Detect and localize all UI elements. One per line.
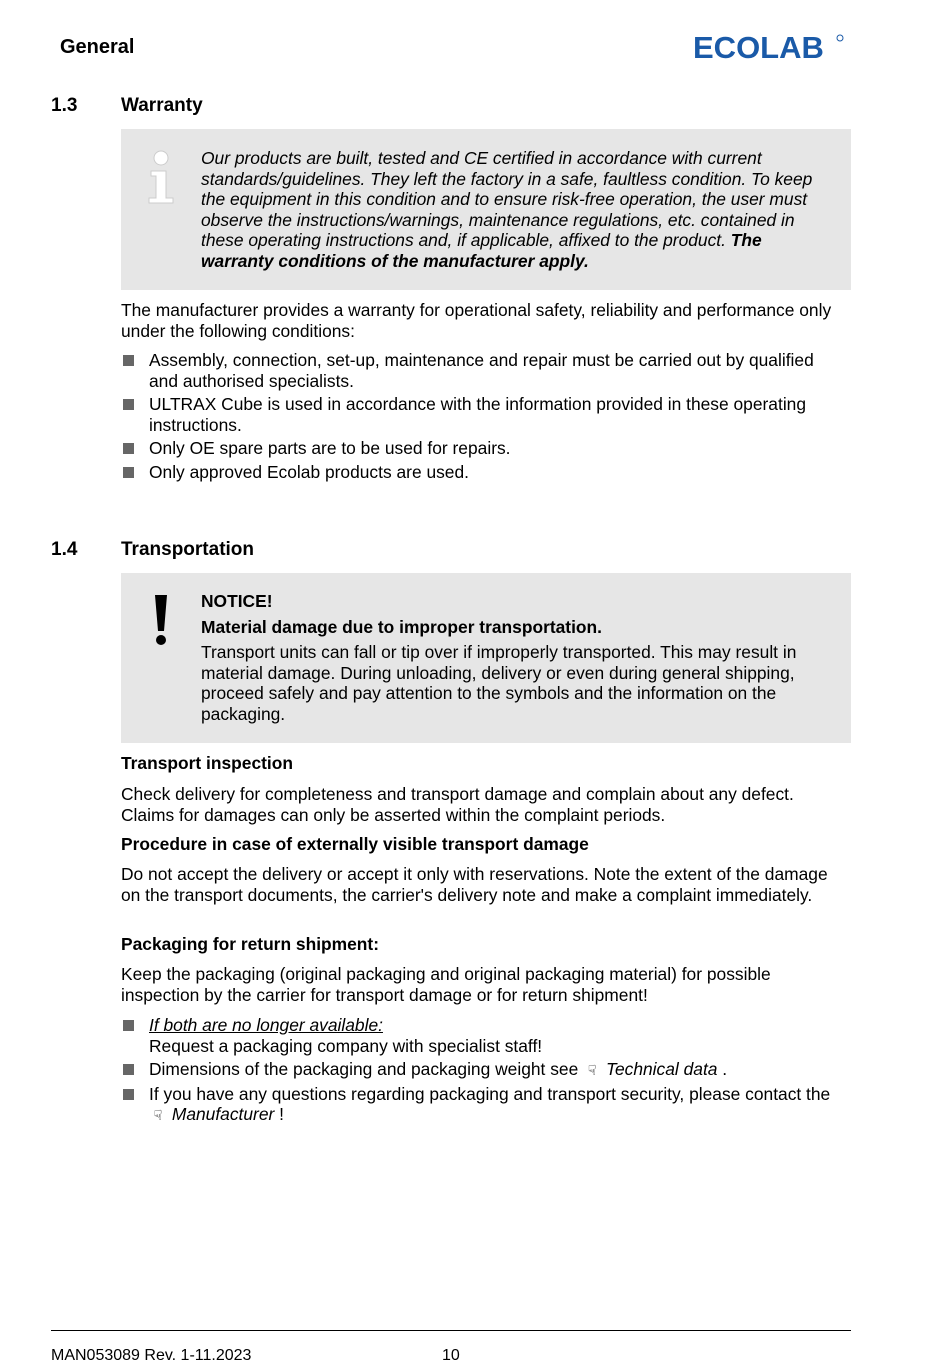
transport-inspection-text: Check delivery for completeness and transport damage and complain about any defect. Claims for damages can only be asserted within the complaint periods. <box>121 784 794 825</box>
technical-data-link[interactable]: Technical data <box>605 1059 718 1079</box>
notice-heading: Material damage due to improper transportation. <box>201 616 603 637</box>
ecolab-logo <box>693 30 845 64</box>
manufacturer-link[interactable]: Manufacturer <box>171 1104 275 1124</box>
notice-box <box>121 573 851 743</box>
subheading-transport-inspection: Transport inspection <box>121 753 293 773</box>
section-title: Transportation <box>121 539 255 560</box>
list-item: If both are no longer available: Request a packaging company with specialist staff! <box>121 1015 846 1056</box>
section-number: 1.4 <box>51 539 78 560</box>
warranty-intro: The manufacturer provides a warranty for operational safety, reliability and performance only under the following conditions: <box>121 300 832 341</box>
section-title: Warranty <box>121 95 203 116</box>
page-header-title: General <box>60 36 135 58</box>
subheading-procedure: Procedure in case of externally visible transport damage <box>121 834 589 854</box>
packaging-list <box>121 1015 846 1129</box>
section-number: 1.3 <box>51 95 78 116</box>
subheading-packaging: Packaging for return shipment: <box>121 934 379 954</box>
packaging-note: If both are no longer available: <box>149 1015 383 1035</box>
footer-divider <box>51 1330 851 1331</box>
info-text-bold: The warranty conditions of the manufacturer apply. <box>201 230 762 271</box>
procedure-text: Do not accept the delivery or accept it only with reservations. Note the extent of the damage on the transport documents, the carrier's delivery note and make a complaint immediately. <box>121 864 828 905</box>
info-icon <box>145 149 177 205</box>
notice-label: NOTICE! <box>201 591 273 611</box>
list-item: Assembly, connection, set-up, maintenance and repair must be carried out by qualified and authorised specialists. <box>121 350 846 391</box>
list-item: If you have any questions regarding packaging and transport security, please contact the ☟ Manufacturer ! <box>121 1084 846 1126</box>
list-item: Only approved Ecolab products are used. <box>121 462 846 483</box>
exclamation-icon <box>151 595 171 647</box>
hand-pointer-icon: ☟ <box>153 1107 163 1123</box>
svg-text:ECOLAB: ECOLAB <box>693 30 824 64</box>
list-item: Only OE spare parts are to be used for repairs. <box>121 438 846 459</box>
info-text-main: Our products are built, tested and CE certified in accordance with current standards/guidelines. They left the factory in a safe, faultless condition. To keep the equipment in this condition and to ensure risk-free operation, the user must observe the instructions/warnings, maintenance regulations, etc. contained in these operating instructions and, if applicable, affixed to the product. <box>201 148 813 250</box>
hand-pointer-icon: ☟ <box>587 1062 597 1078</box>
page-number: 10 <box>442 1347 460 1362</box>
packaging-text: Keep the packaging (original packaging and original packaging material) for possible inspection by the carrier for transport damage or for return shipment! <box>121 964 771 1005</box>
list-item: Dimensions of the packaging and packaging weight see ☟ Technical data . <box>121 1059 846 1081</box>
footer-document-id: MAN053089 Rev. 1-11.2023 <box>51 1347 252 1362</box>
info-box <box>121 129 851 290</box>
notice-text: Transport units can fall or tip over if improperly transported. This may result in material damage. During unloading, delivery or even during general shipping, proceed safely and pay attention to the symbols and the information on the packaging. <box>201 642 797 724</box>
info-text <box>201 148 829 271</box>
warranty-conditions-list <box>121 350 846 485</box>
list-item: ULTRAX Cube is used in accordance with the information provided in these operating instructions. <box>121 394 846 435</box>
